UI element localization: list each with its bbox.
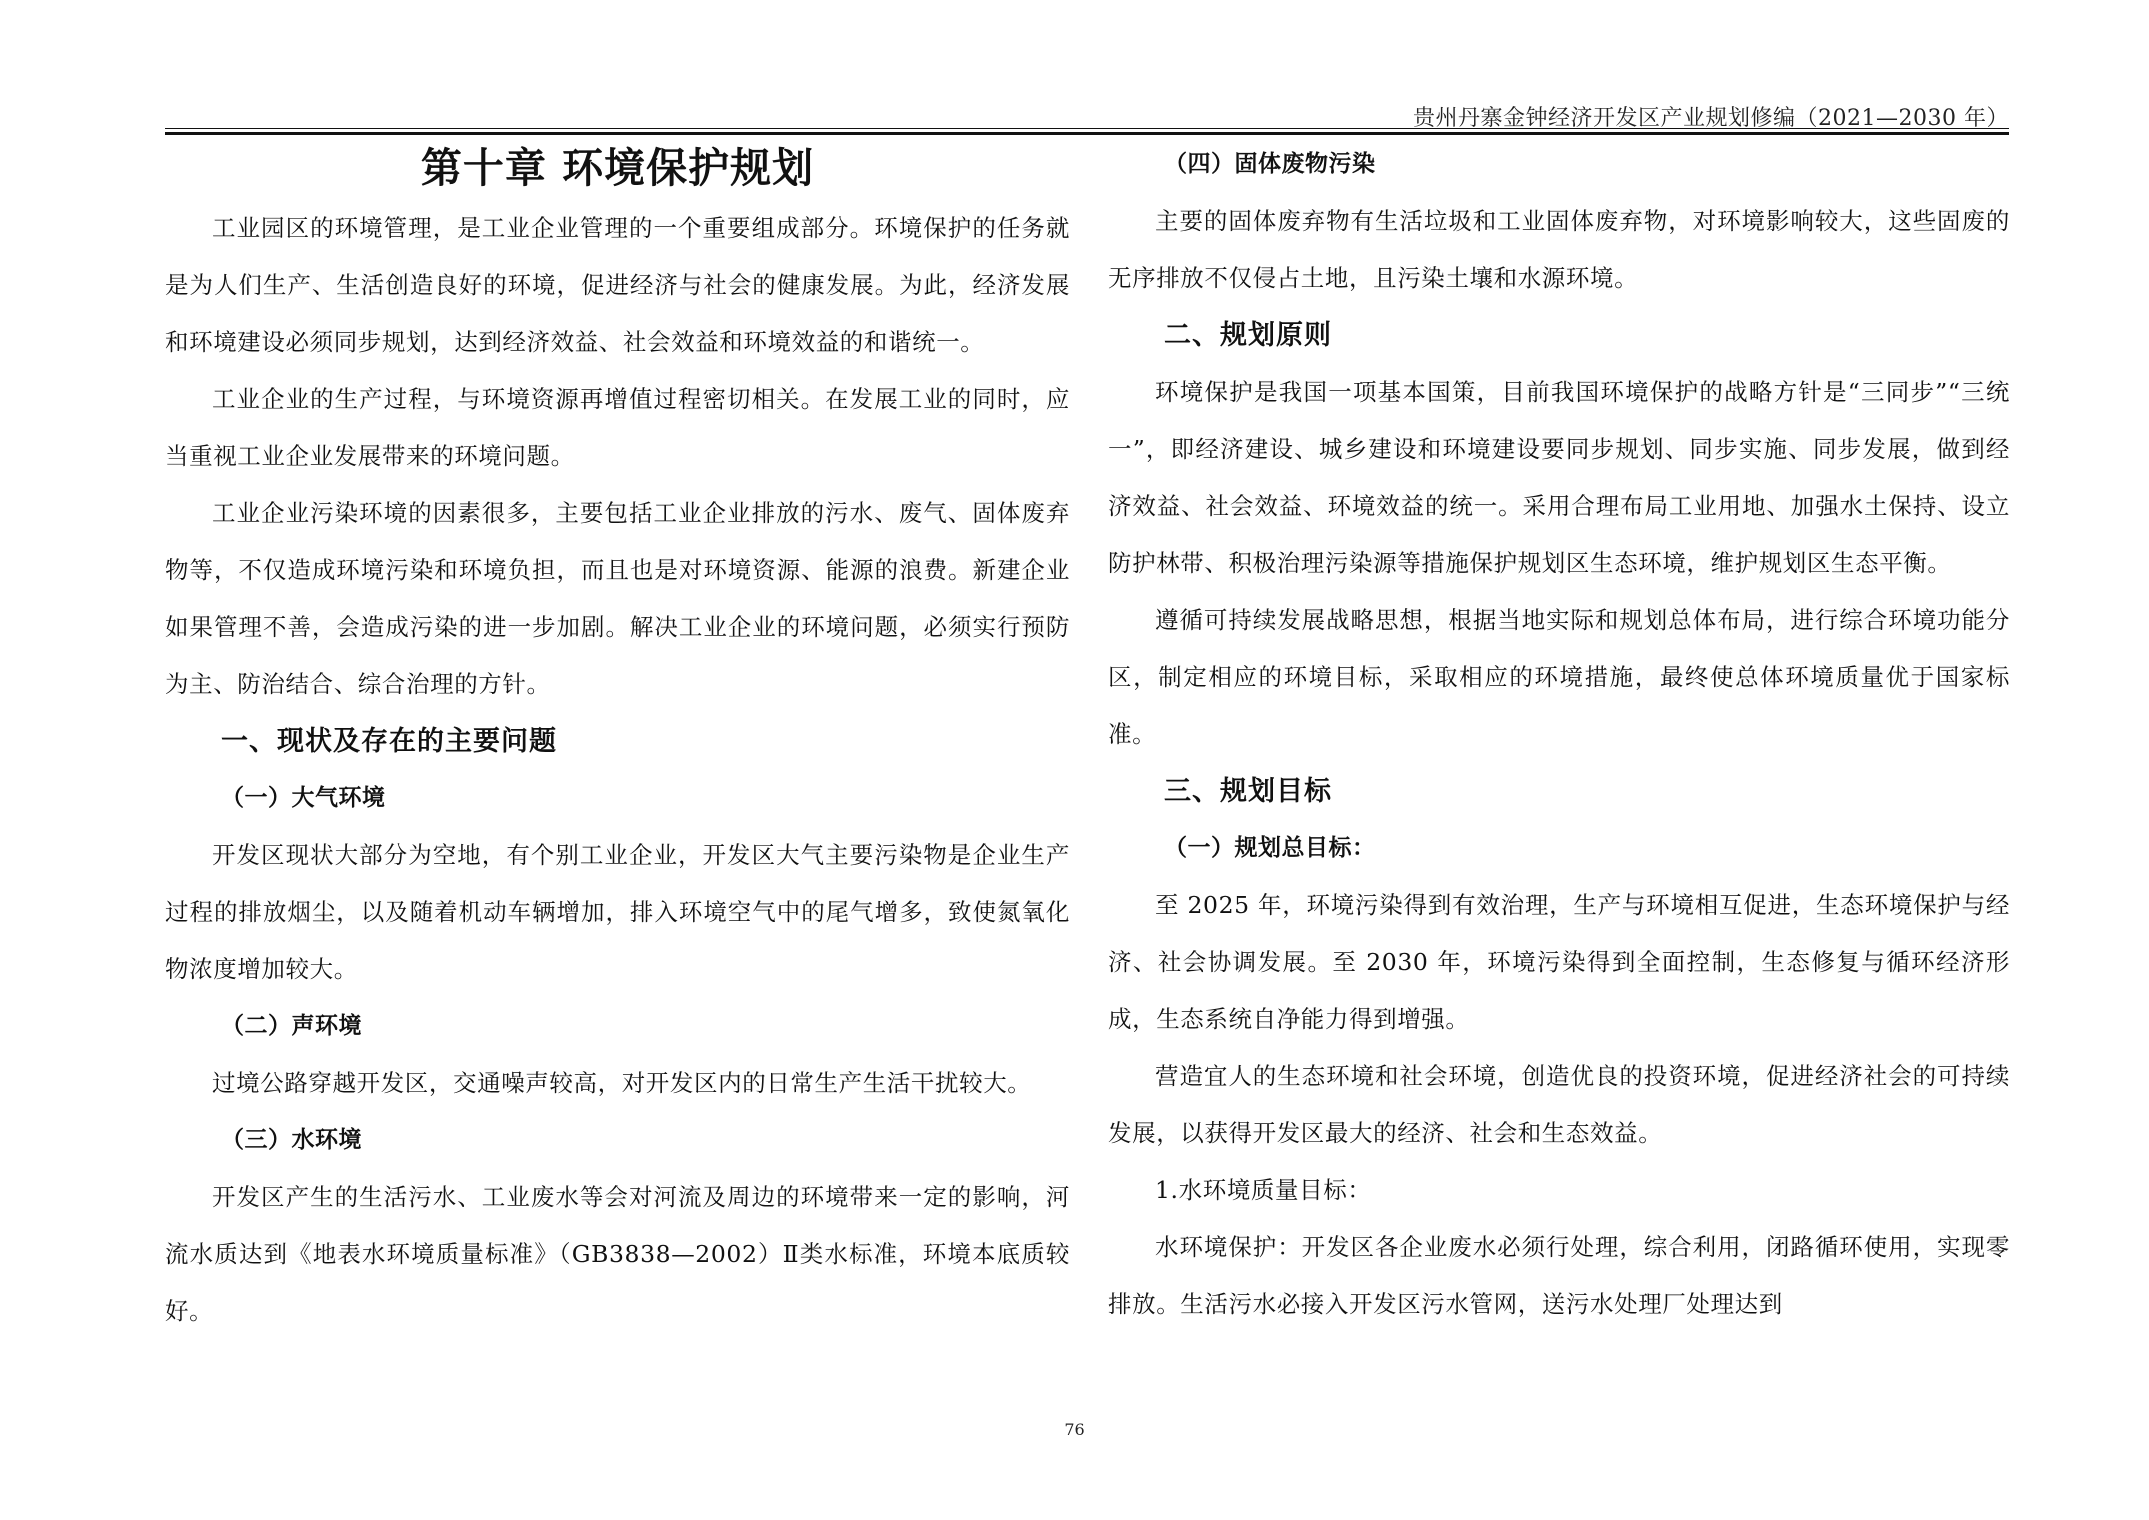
page-number: 76 bbox=[1064, 1420, 1085, 1439]
water-paragraph: 开发区产生的生活污水、工业废水等会对河流及周边的环境带来一定的影响，河流水质达到《地表水环境质量标准》（GB3838—2002）Ⅱ类水标准，环境本底质较好。 bbox=[165, 1183, 1070, 1325]
subheading-solid-waste: （四）固体废物污染 bbox=[1164, 151, 1376, 177]
section-heading-principles: 二、规划原则 bbox=[1164, 320, 1332, 351]
intro-paragraph: 工业园区的环境管理，是工业企业管理的一个重要组成部分。环境保护的任务就是为人们生产、生活创造良好的环境，促进经济与社会的健康发展。为此，经济发展和环境建设必须同步规划，达到经济效益、社会效益和环境效益的和谐统一。 bbox=[165, 214, 1070, 356]
subheading-air: （一）大气环境 bbox=[221, 785, 386, 811]
header-rule-thick bbox=[165, 132, 2009, 135]
right-column bbox=[1108, 140, 2010, 1333]
principles-paragraph: 遵循可持续发展战略思想，根据当地实际和规划总体布局，进行综合环境功能分区，制定相应的环境目标，采取相应的环境措施，最终使总体环境质量优于国家标准。 bbox=[1108, 606, 2010, 748]
running-header: 贵州丹寨金钟经济开发区产业规划修编（2021—2030 年） bbox=[1413, 106, 2009, 131]
subheading-noise: （二）声环境 bbox=[221, 1013, 362, 1039]
subheading-overall-goal: （一）规划总目标： bbox=[1164, 835, 1376, 861]
noise-paragraph: 过境公路穿越开发区，交通噪声较高，对开发区内的日常生产生活干扰较大。 bbox=[212, 1069, 1032, 1097]
header-rule-thin bbox=[165, 128, 2009, 129]
principles-paragraph: 环境保护是我国一项基本国策，目前我国环境保护的战略方针是“三同步”“三统一”，即经济建设、城乡建设和环境建设要同步规划、同步实施、同步发展，做到经济效益、社会效益、环境效益的统一。采用合理布局工业用地、加强水土保持、设立防护林带、积极治理污染源等措施保护规划区生态环境，维护规划区生态平衡。 bbox=[1108, 378, 2010, 577]
goal-paragraph: 至 2025 年，环境污染得到有效治理，生产与环境相互促进，生态环境保护与经济、社会协调发展。至 2030 年，环境污染得到全面控制，生态修复与循环经济形成，生态系统自净能力得到增强。 bbox=[1108, 891, 2010, 1033]
left-column bbox=[165, 140, 1070, 1340]
solid-waste-paragraph: 主要的固体废弃物有生活垃圾和工业固体废弃物，对环境影响较大，这些固废的无序排放不仅侵占土地，且污染土壤和水源环境。 bbox=[1108, 207, 2010, 292]
goal-paragraph: 水环境保护：开发区各企业废水必须行处理，综合利用，闭路循环使用，实现零排放。生活污水必接入开发区污水管网，送污水处理厂处理达到 bbox=[1108, 1233, 2010, 1318]
section-heading-goals: 三、规划目标 bbox=[1164, 776, 1332, 807]
intro-paragraph: 工业企业污染环境的因素很多，主要包括工业企业排放的污水、废气、固体废弃物等，不仅造成环境污染和环境负担，而且也是对环境资源、能源的浪费。新建企业如果管理不善，会造成污染的进一步加剧。解决工业企业的环境问题，必须实行预防为主、防治结合、综合治理的方针。 bbox=[165, 499, 1070, 698]
goal-paragraph: 营造宜人的生态环境和社会环境，创造优良的投资环境，促进经济社会的可持续发展，以获得开发区最大的经济、社会和生态效益。 bbox=[1108, 1062, 2010, 1147]
subheading-water: （三）水环境 bbox=[221, 1127, 362, 1153]
section-heading-status: 一、现状及存在的主要问题 bbox=[221, 726, 557, 757]
intro-paragraph: 工业企业的生产过程，与环境资源再增值过程密切相关。在发展工业的同时，应当重视工业企业发展带来的环境问题。 bbox=[165, 385, 1070, 470]
chapter-title: 第十章 环境保护规划 bbox=[420, 144, 815, 192]
water-quality-goal-label: 1.水环境质量目标： bbox=[1155, 1176, 1372, 1204]
air-paragraph: 开发区现状大部分为空地，有个别工业企业，开发区大气主要污染物是企业生产过程的排放烟尘，以及随着机动车辆增加，排入环境空气中的尾气增多，致使氮氧化物浓度增加较大。 bbox=[165, 841, 1070, 983]
